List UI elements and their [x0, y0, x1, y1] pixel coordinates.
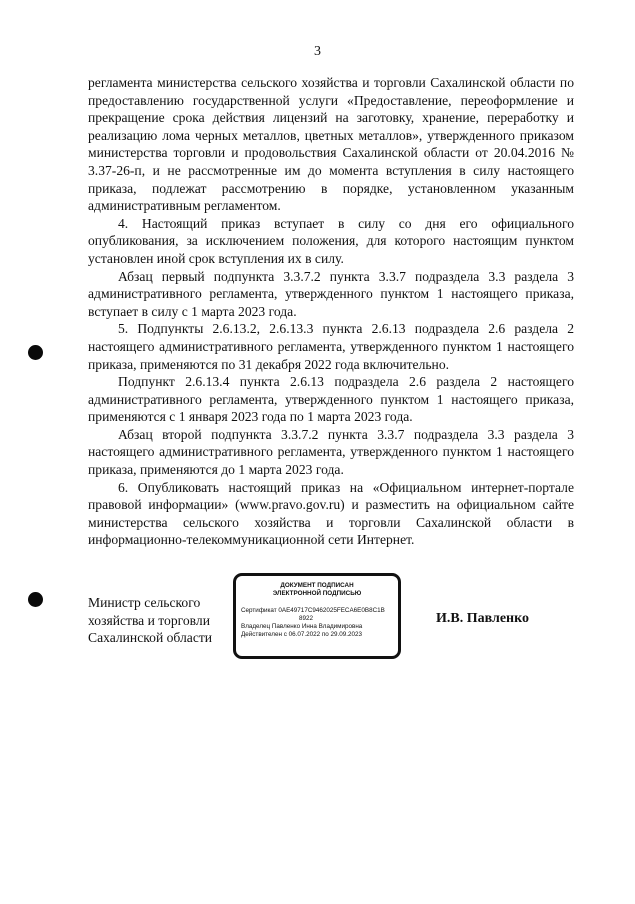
paragraph-item-4-abzac: Абзац первый подпункта 3.3.7.2 пункта 3.3.7 подраздела 3.3 раздела 3 административного регламента, утвержденного пунктом 1 настоящего приказа, вступает в силу с 1 марта 2023 года.	[88, 268, 574, 319]
signer-title-line: Министр сельского	[88, 595, 201, 610]
stamp-header	[241, 582, 393, 598]
stamp-header-line: ЭЛЕКТРОННОЙ ПОДПИСЬЮ	[272, 590, 362, 597]
paragraph-item-5-abzac: Абзац второй подпункта 3.3.7.2 пункта 3.3.7 подраздела 3.3 раздела 3 настоящего административного регламента, утвержденного пунктом 1 настоящего приказа, применяются до 1 марта 2023 года.	[88, 426, 574, 478]
paragraph-item-6: 6. Опубликовать настоящий приказ на «Официальном интернет-портале правовой информации» (www.pravo.gov.ru) и разместить на официальном сайте министерства сельского хозяйства и торговли Сахалинской области в информационно-телекоммуникационной сети Интернет.	[88, 479, 574, 548]
signer-name: И.В. Павленко	[436, 611, 530, 626]
hole-punch-mark	[28, 345, 43, 360]
paragraph-item-5-subpoint: Подпункт 2.6.13.4 пункта 2.6.13 подраздела 2.6 раздела 2 настоящего административного регламента, утвержденного пунктом 1 настоящего приказа, применяются с 1 января 2023 года по 1 марта 2023 года.	[88, 374, 574, 425]
stamp-certificate: Сертификат 0AE49717C9462025FECA6E0B8C1B	[241, 607, 385, 614]
page-number: 3	[314, 44, 321, 59]
stamp-owner: Владелец Павленко Инна Владимировна	[241, 623, 363, 630]
signer-title-line: Сахалинской области	[88, 630, 213, 646]
paragraph-item-4: 4. Настоящий приказ вступает в силу со дня его официального опубликования, за исключением положения, для которого настоящим пунктом установлен иной срок вступления их в силу.	[88, 215, 574, 266]
stamp-certificate-tail: 8922	[299, 615, 314, 622]
stamp-validity: Действителен с 06.07.2022 по 29.09.2023	[241, 631, 363, 638]
document-body	[88, 74, 574, 549]
stamp-header-line: ДОКУМЕНТ ПОДПИСАН	[280, 582, 354, 589]
paragraph-item-5: 5. Подпункты 2.6.13.2, 2.6.13.3 пункта 2.6.13 подраздела 2.6 раздела 2 настоящего административного регламента, утвержденного пунктом 1 настоящего приказа, применяются по 31 декабря 2022 года включительно.	[88, 321, 574, 372]
electronic-signature-stamp	[233, 573, 401, 659]
hole-punch-mark	[28, 592, 43, 607]
signer-title-line: хозяйства и торговли	[88, 612, 210, 628]
signer-title	[88, 594, 228, 647]
paragraph-regulation-continuation: регламента министерства сельского хозяйства и торговли Сахалинской области по предоставлению государственной услуги «Предоставление, переоформление и прекращение срока действия лицензий на заготовку, хранение, переработку и реализацию лома черных металлов, цветных металлов», утвержденного приказом министерства торговли и продовольствия Сахалинской области от 20.04.2016 № 3.37-26-п, и не рассмотренные им до момента вступления в силу настоящего приказа, подлежат рассмотрению в порядке, установленном указанным административным регламентом.	[88, 75, 574, 214]
